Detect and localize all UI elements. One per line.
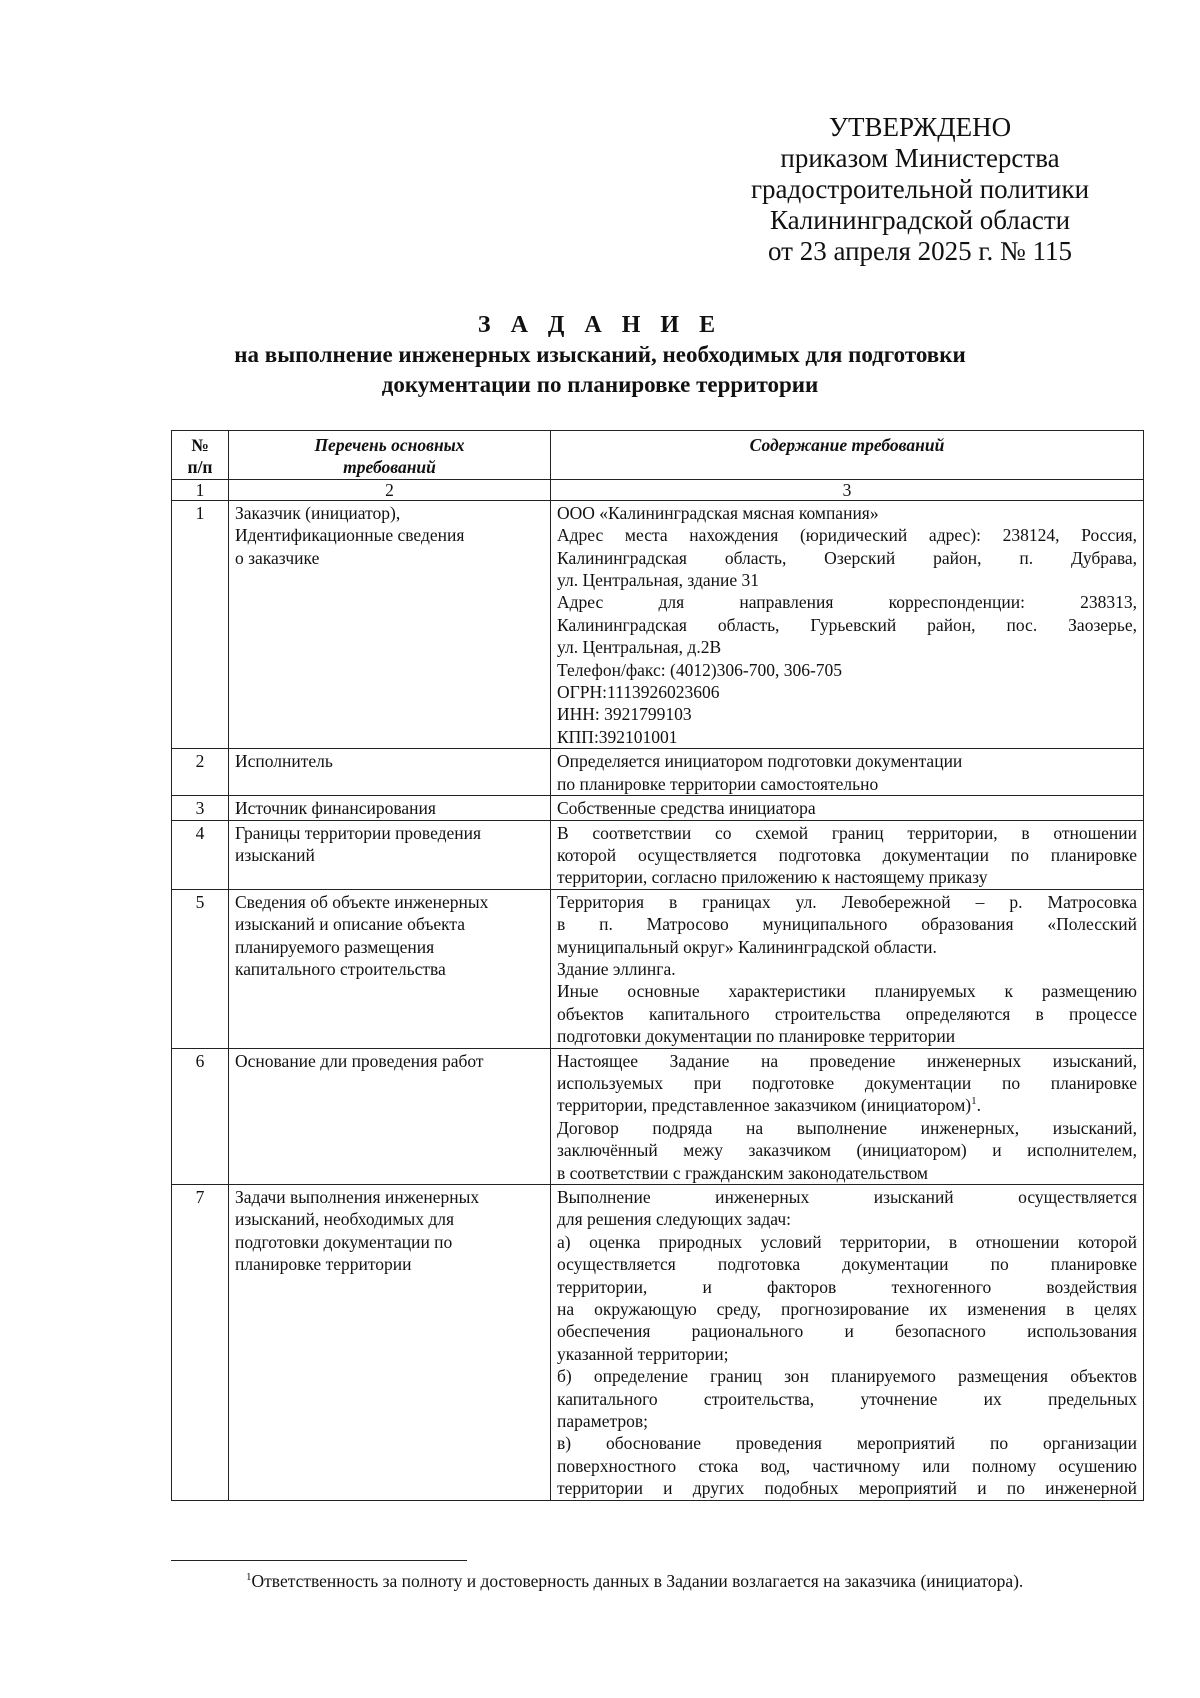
requirement-name-line: Идентификационные сведения [235, 525, 465, 546]
requirement-content-line: Собственные средства инициатора [557, 798, 816, 819]
requirement-content-line: поверхностного стока вод, частичному или полному осушению [557, 1455, 1137, 1476]
requirement-content-line: Иные основные характеристики планируемых к размещению [557, 981, 1137, 1002]
column-index: 1 [172, 479, 229, 500]
approval-line: приказом Министерства [780, 143, 1060, 173]
header-number: № п/п [172, 431, 229, 480]
requirement-content-line: Территория в границах ул. Левобережной – р. Матросовка [557, 891, 1137, 912]
requirement-content-line: ООО «Калининградская мясная компания» [557, 502, 879, 523]
document-subtitle-line: на выполнение инженерных изысканий, необходимых для подготовки [234, 342, 966, 367]
table-row [172, 889, 1144, 1048]
requirement-name-line: изысканий, необходимых для [235, 1209, 455, 1230]
requirement-name-line: Источник финансирования [235, 798, 436, 819]
requirement-content-line: в) обоснование проведения мероприятий по организации [557, 1433, 1137, 1454]
requirement-name [229, 1048, 551, 1184]
table-row [172, 796, 1144, 820]
requirement-content [551, 749, 1144, 796]
requirement-name-line: подготовки документации по [235, 1231, 453, 1252]
requirement-content [551, 796, 1144, 820]
requirement-content-line: Телефон/факс: (4012)306-700, 306-705 [557, 659, 843, 680]
table-row [172, 749, 1144, 796]
requirement-content-line: территории, и факторов техногенного воздействия [557, 1276, 1137, 1297]
requirement-content-line: муниципальный округ» Калининградской области. [557, 936, 937, 957]
requirement-content-line: территории и других подобных мероприятий и по инженерной [557, 1478, 1137, 1499]
requirement-content-line: указанной территории; [557, 1343, 729, 1364]
approval-line: от 23 апреля 2025 г. № 115 [768, 236, 1072, 266]
requirement-content-line: Настоящее Задание на проведение инженерных изысканий, [557, 1050, 1137, 1071]
approval-line: градостроительной политики [750, 174, 1090, 204]
column-index-row [172, 479, 1144, 500]
requirement-content-line: Калининградская область, Гурьевский район, пос. Заозерье, [557, 614, 1137, 635]
requirement-content-line: капитального строительства, уточнение их предельных [557, 1388, 1137, 1409]
document-heading [0, 310, 1200, 400]
requirement-name-line: изысканий [235, 844, 315, 865]
requirement-name-line: изысканий и описание объекта [235, 914, 466, 935]
table-header-row [172, 431, 1144, 480]
requirement-content-line: Здание эллинга. [557, 958, 676, 979]
requirement-content-line: Адрес места нахождения (юридический адрес): 238124, Россия, [557, 525, 1137, 546]
requirement-content-line: б) определение границ зон планируемого размещения объектов [557, 1366, 1137, 1387]
requirement-content-line: Адрес для направления корреспонденции: 238313, [557, 592, 1137, 613]
requirement-content-line: в соответствии с гражданским законодательством [557, 1162, 928, 1183]
row-number: 2 [172, 749, 229, 796]
requirement-name-line: планируемого размещения [235, 936, 435, 957]
requirement-name-line: Исполнитель [235, 751, 333, 772]
approval-line: УТВЕРЖДЕНО [828, 112, 1012, 142]
requirement-name [229, 796, 551, 820]
requirement-content-line: ул. Центральная, д.2В [557, 637, 722, 658]
requirement-content-line: КПП:392101001 [557, 726, 678, 747]
requirement-name [229, 500, 551, 748]
requirement-name [229, 889, 551, 1048]
document-subtitle-line: документации по планировке территории [381, 372, 819, 397]
requirement-content-line: по планировке территории самостоятельно [557, 773, 879, 794]
row-number: 5 [172, 889, 229, 1048]
row-number: 1 [172, 500, 229, 748]
requirement-content-line: подготовки документации по планировке территории [557, 1026, 956, 1047]
requirement-name-line: планировке территории [235, 1254, 412, 1275]
footnote-mark: 1 [246, 1571, 252, 1584]
row-number: 7 [172, 1185, 229, 1501]
requirement-content-line: объектов капитального строительства определяются в процессе [557, 1003, 1137, 1024]
table-row [172, 1048, 1144, 1184]
requirement-content [551, 1048, 1144, 1184]
header-requirement-content: Содержание требований [551, 431, 1144, 480]
requirement-content-line: ИНН: 3921799103 [557, 704, 692, 725]
row-number: 6 [172, 1048, 229, 1184]
footnote-divider [171, 1560, 467, 1561]
requirement-name [229, 820, 551, 889]
row-number: 3 [172, 796, 229, 820]
requirement-content-line: В соответствии со схемой границ территории, в отношении [557, 822, 1137, 843]
requirement-content-line: используемых при подготовке документации по планировке [557, 1072, 1137, 1093]
column-index: 2 [229, 479, 551, 500]
approval-line: Калининградской области [769, 205, 1071, 235]
requirement-name-line: Задачи выполнения инженерных [235, 1187, 480, 1207]
requirement-name [229, 1185, 551, 1501]
requirement-content [551, 500, 1144, 748]
requirement-content-line: Договор подряда на выполнение инженерных, изысканий, [557, 1117, 1137, 1138]
requirement-name-line: Заказчик (инициатор), [235, 502, 401, 523]
requirement-content-line: территории, представленное заказчиком (инициатором)$^1$. [557, 1095, 981, 1116]
requirement-content [551, 1185, 1144, 1501]
requirement-content-line: территории, согласно приложению к настоящему приказу [557, 867, 988, 888]
requirement-content-line: ОГРН:1113926023606 [557, 682, 720, 703]
requirement-name-line: Основание дли проведения работ [235, 1050, 484, 1071]
table-row [172, 500, 1144, 748]
requirement-name-line: капитального строительства [235, 958, 446, 979]
requirement-name-line: о заказчике [235, 547, 320, 568]
requirement-name [229, 749, 551, 796]
requirement-content-line: а) оценка природных условий территории, в отношении которой [557, 1231, 1137, 1252]
row-number: 4 [172, 820, 229, 889]
header-requirement-list: Перечень основных требований [229, 431, 551, 480]
requirement-name-line: Границы территории проведения [235, 822, 482, 843]
requirements-table [171, 430, 1144, 1501]
table-row [172, 1185, 1144, 1501]
requirement-content-line: параметров; [557, 1411, 648, 1432]
requirement-content-line: Выполнение инженерных изысканий осуществляется [557, 1187, 1137, 1207]
column-index: 3 [551, 479, 1144, 500]
requirement-content-line: заключённый межу заказчиком (инициатором) и исполнителем, [557, 1140, 1137, 1161]
footnote-text: Ответственность за полноту и достоверность данных в Задании возлагается на заказчика (инициатора). [251, 1571, 1024, 1591]
requirement-content-line: обеспечения рационального и безопасного использования [557, 1321, 1137, 1342]
table-row [172, 820, 1144, 889]
requirement-content [551, 889, 1144, 1048]
requirement-content-line: которой осуществляется подготовка документации по планировке [557, 844, 1137, 865]
requirement-content [551, 820, 1144, 889]
footnote-reference: 1 [971, 1095, 977, 1108]
requirement-content-line: для решения следующих задач: [557, 1209, 792, 1230]
requirement-content-line: Калининградская область, Озерский район, п. Дубрава, [557, 547, 1137, 568]
document-title: З А Д А Н И Е [477, 312, 723, 338]
requirement-content-line: осуществляется подготовка документации по планировке [557, 1254, 1137, 1275]
requirement-content-line: на окружающую среду, прогнозирование их изменения в целях [557, 1299, 1137, 1320]
approval-block [700, 112, 1140, 267]
footnote [246, 1570, 1023, 1592]
requirement-content-line: Определяется инициатором подготовки документации [557, 751, 963, 772]
requirement-content-line: в п. Матросово муниципального образования «Полесский [557, 914, 1137, 935]
requirement-name-line: Сведения об объекте инженерных [235, 891, 489, 912]
requirement-content-line: ул. Центральная, здание 31 [557, 570, 760, 591]
